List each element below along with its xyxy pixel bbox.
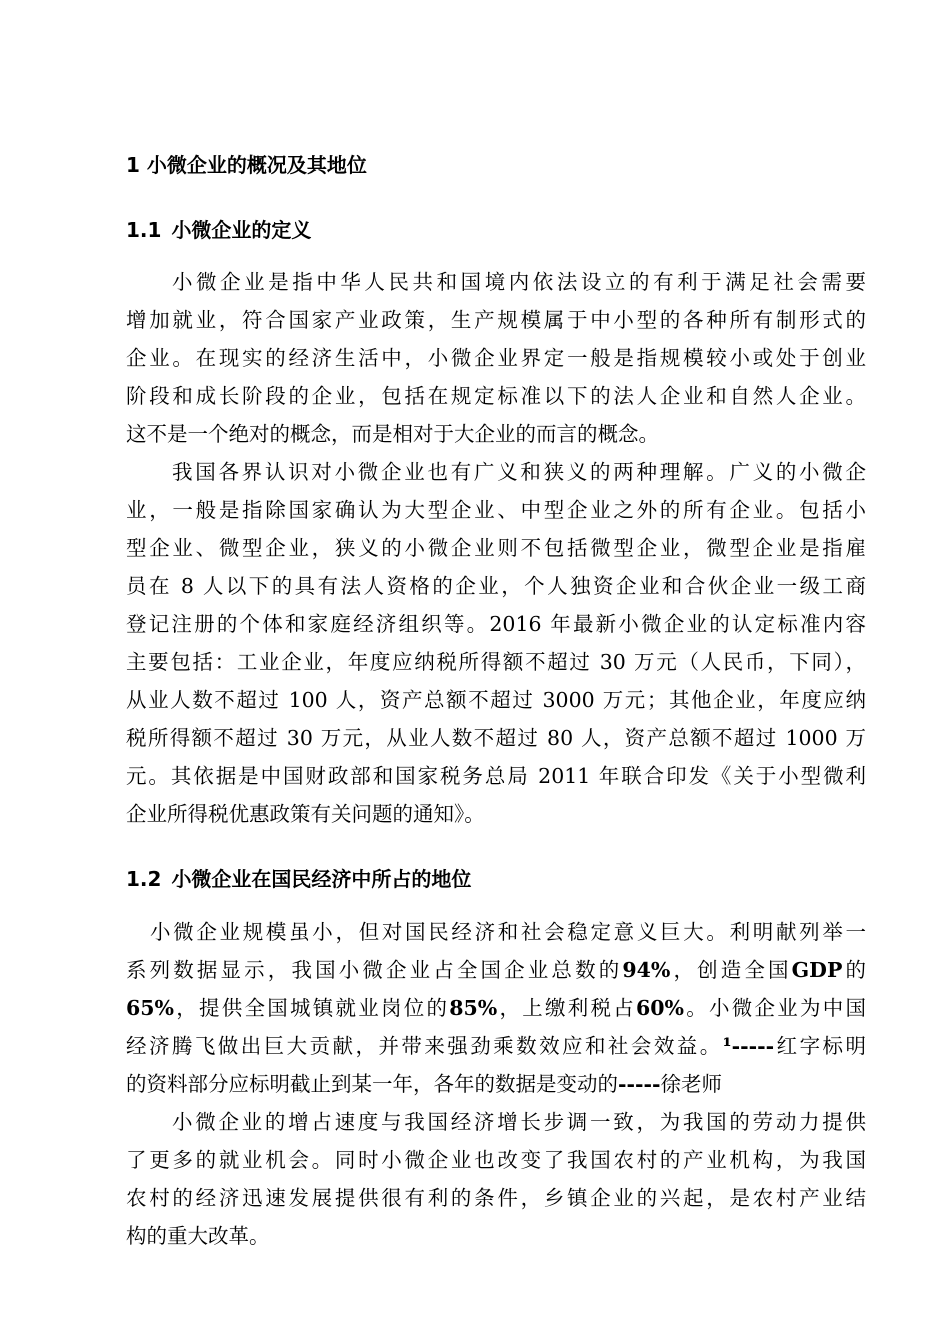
paragraph-line: 我国各界认识对小微企业也有广义和狭义的两种理解。广义的小微企	[172, 460, 866, 484]
text-run: 的资料部分应标明截止到某一年，各年的数据是变动的	[126, 1072, 618, 1096]
paragraph-line: 增加就业，符合国家产业政策，生产规模属于中小型的各种所有制形式的	[126, 308, 866, 332]
section-title: 小微企业在国民经济中所占的地位	[171, 867, 472, 891]
section-number: 1.1	[126, 218, 162, 242]
text-run: 红字标明	[774, 1034, 866, 1058]
text-run: ，上缴利税占	[497, 996, 637, 1020]
text-run: 系列数据显示，我国小微企业占全国企业总数的	[126, 958, 623, 982]
footnote-marker: ¹-----	[722, 1034, 775, 1058]
paragraph-line: 构的重大改革。	[126, 1224, 270, 1248]
paragraph-line	[126, 989, 866, 1027]
paragraph-line: 这不是一个绝对的概念，而是相对于大企业的而言的概念。	[126, 422, 659, 446]
paragraph-line: 农村的经济迅速发展提供很有利的条件，乡镇企业的兴起，是农村产业结	[126, 1186, 866, 1210]
paragraph-employment	[126, 1103, 866, 1255]
paragraph-line: 主要包括：工业企业，年度应纳税所得额不超过 30 万元（人民币，下同），	[126, 650, 866, 674]
paragraph-line: 阶段和成长阶段的企业，包括在规定标准以下的法人企业和自然人企业。	[126, 384, 866, 408]
text-run: 。小微企业为中国	[684, 996, 867, 1020]
text-run: 的	[842, 958, 867, 982]
paragraph-line: 小微企业规模虽小，但对国民经济和社会稳定意义巨大。利明献列举一	[150, 920, 866, 944]
text-run: 徐老师	[660, 1072, 723, 1096]
paragraph-line: 从业人数不超过 100 人，资产总额不超过 3000 万元；其他企业，年度应纳	[126, 688, 866, 712]
paragraph-line: 小微企业是指中华人民共和国境内依法设立的有利于满足社会需要	[172, 270, 866, 294]
text-run: ，创造全国	[670, 958, 792, 982]
paragraph-line: 企业所得税优惠政策有关问题的通知》。	[126, 802, 485, 826]
section-title: 小微企业的定义	[171, 218, 312, 242]
text-run: ，提供全国城镇就业岗位的	[174, 996, 450, 1020]
paragraph-line: 登记注册的个体和家庭经济组织等。2016 年最新小微企业的认定标准内容	[126, 612, 866, 636]
bold-figure: GDP	[791, 958, 843, 982]
paragraph-line: 企业。在现实的经济生活中，小微企业界定一般是指规模较小或处于创业	[126, 346, 866, 370]
paragraph-line: 税所得额不超过 30 万元，从业人数不超过 80 人，资产总额不超过 1000 万	[126, 726, 866, 750]
paragraph-line	[126, 1065, 866, 1103]
bold-figure: 60%	[636, 996, 685, 1020]
text-run: 经济腾飞做出巨大贡献，并带来强劲乘数效应和社会效益。	[126, 1034, 723, 1058]
paragraph-line: 业，一般是指除国家确认为大型企业、中型企业之外的所有企业。包括小	[126, 498, 866, 522]
paragraph-line: 小微企业的增占速度与我国经济增长步调一致，为我国的劳动力提供	[172, 1110, 866, 1134]
paragraph-line: 元。其依据是中国财政部和国家税务总局 2011 年联合印发《关于小型微利	[126, 764, 866, 788]
paragraph-economic-status	[126, 913, 866, 1103]
section-number: 1.2	[126, 867, 162, 891]
section-heading-1-1	[126, 215, 311, 245]
section-heading-1-2	[126, 864, 471, 894]
paragraph-broad-narrow	[126, 453, 866, 833]
bold-dashes: -----	[618, 1072, 661, 1096]
paragraph-line	[126, 951, 866, 989]
paragraph-line: 型企业、微型企业，狭义的小微企业则不包括微型企业，微型企业是指雇	[126, 536, 866, 560]
paragraph-definition	[126, 263, 866, 453]
bold-figure: 85%	[449, 996, 498, 1020]
paragraph-line: 了更多的就业机会。同时小微企业也改变了我国农村的产业机构，为我国	[126, 1148, 866, 1172]
paragraph-line: 员在 8 人以下的具有法人资格的企业，个人独资企业和合伙企业一级工商	[126, 574, 866, 598]
chapter-heading: 1 小微企业的概况及其地位	[126, 153, 367, 177]
paragraph-line	[126, 1027, 866, 1065]
bold-figure: 94%	[622, 958, 671, 982]
bold-figure: 65%	[126, 996, 175, 1020]
